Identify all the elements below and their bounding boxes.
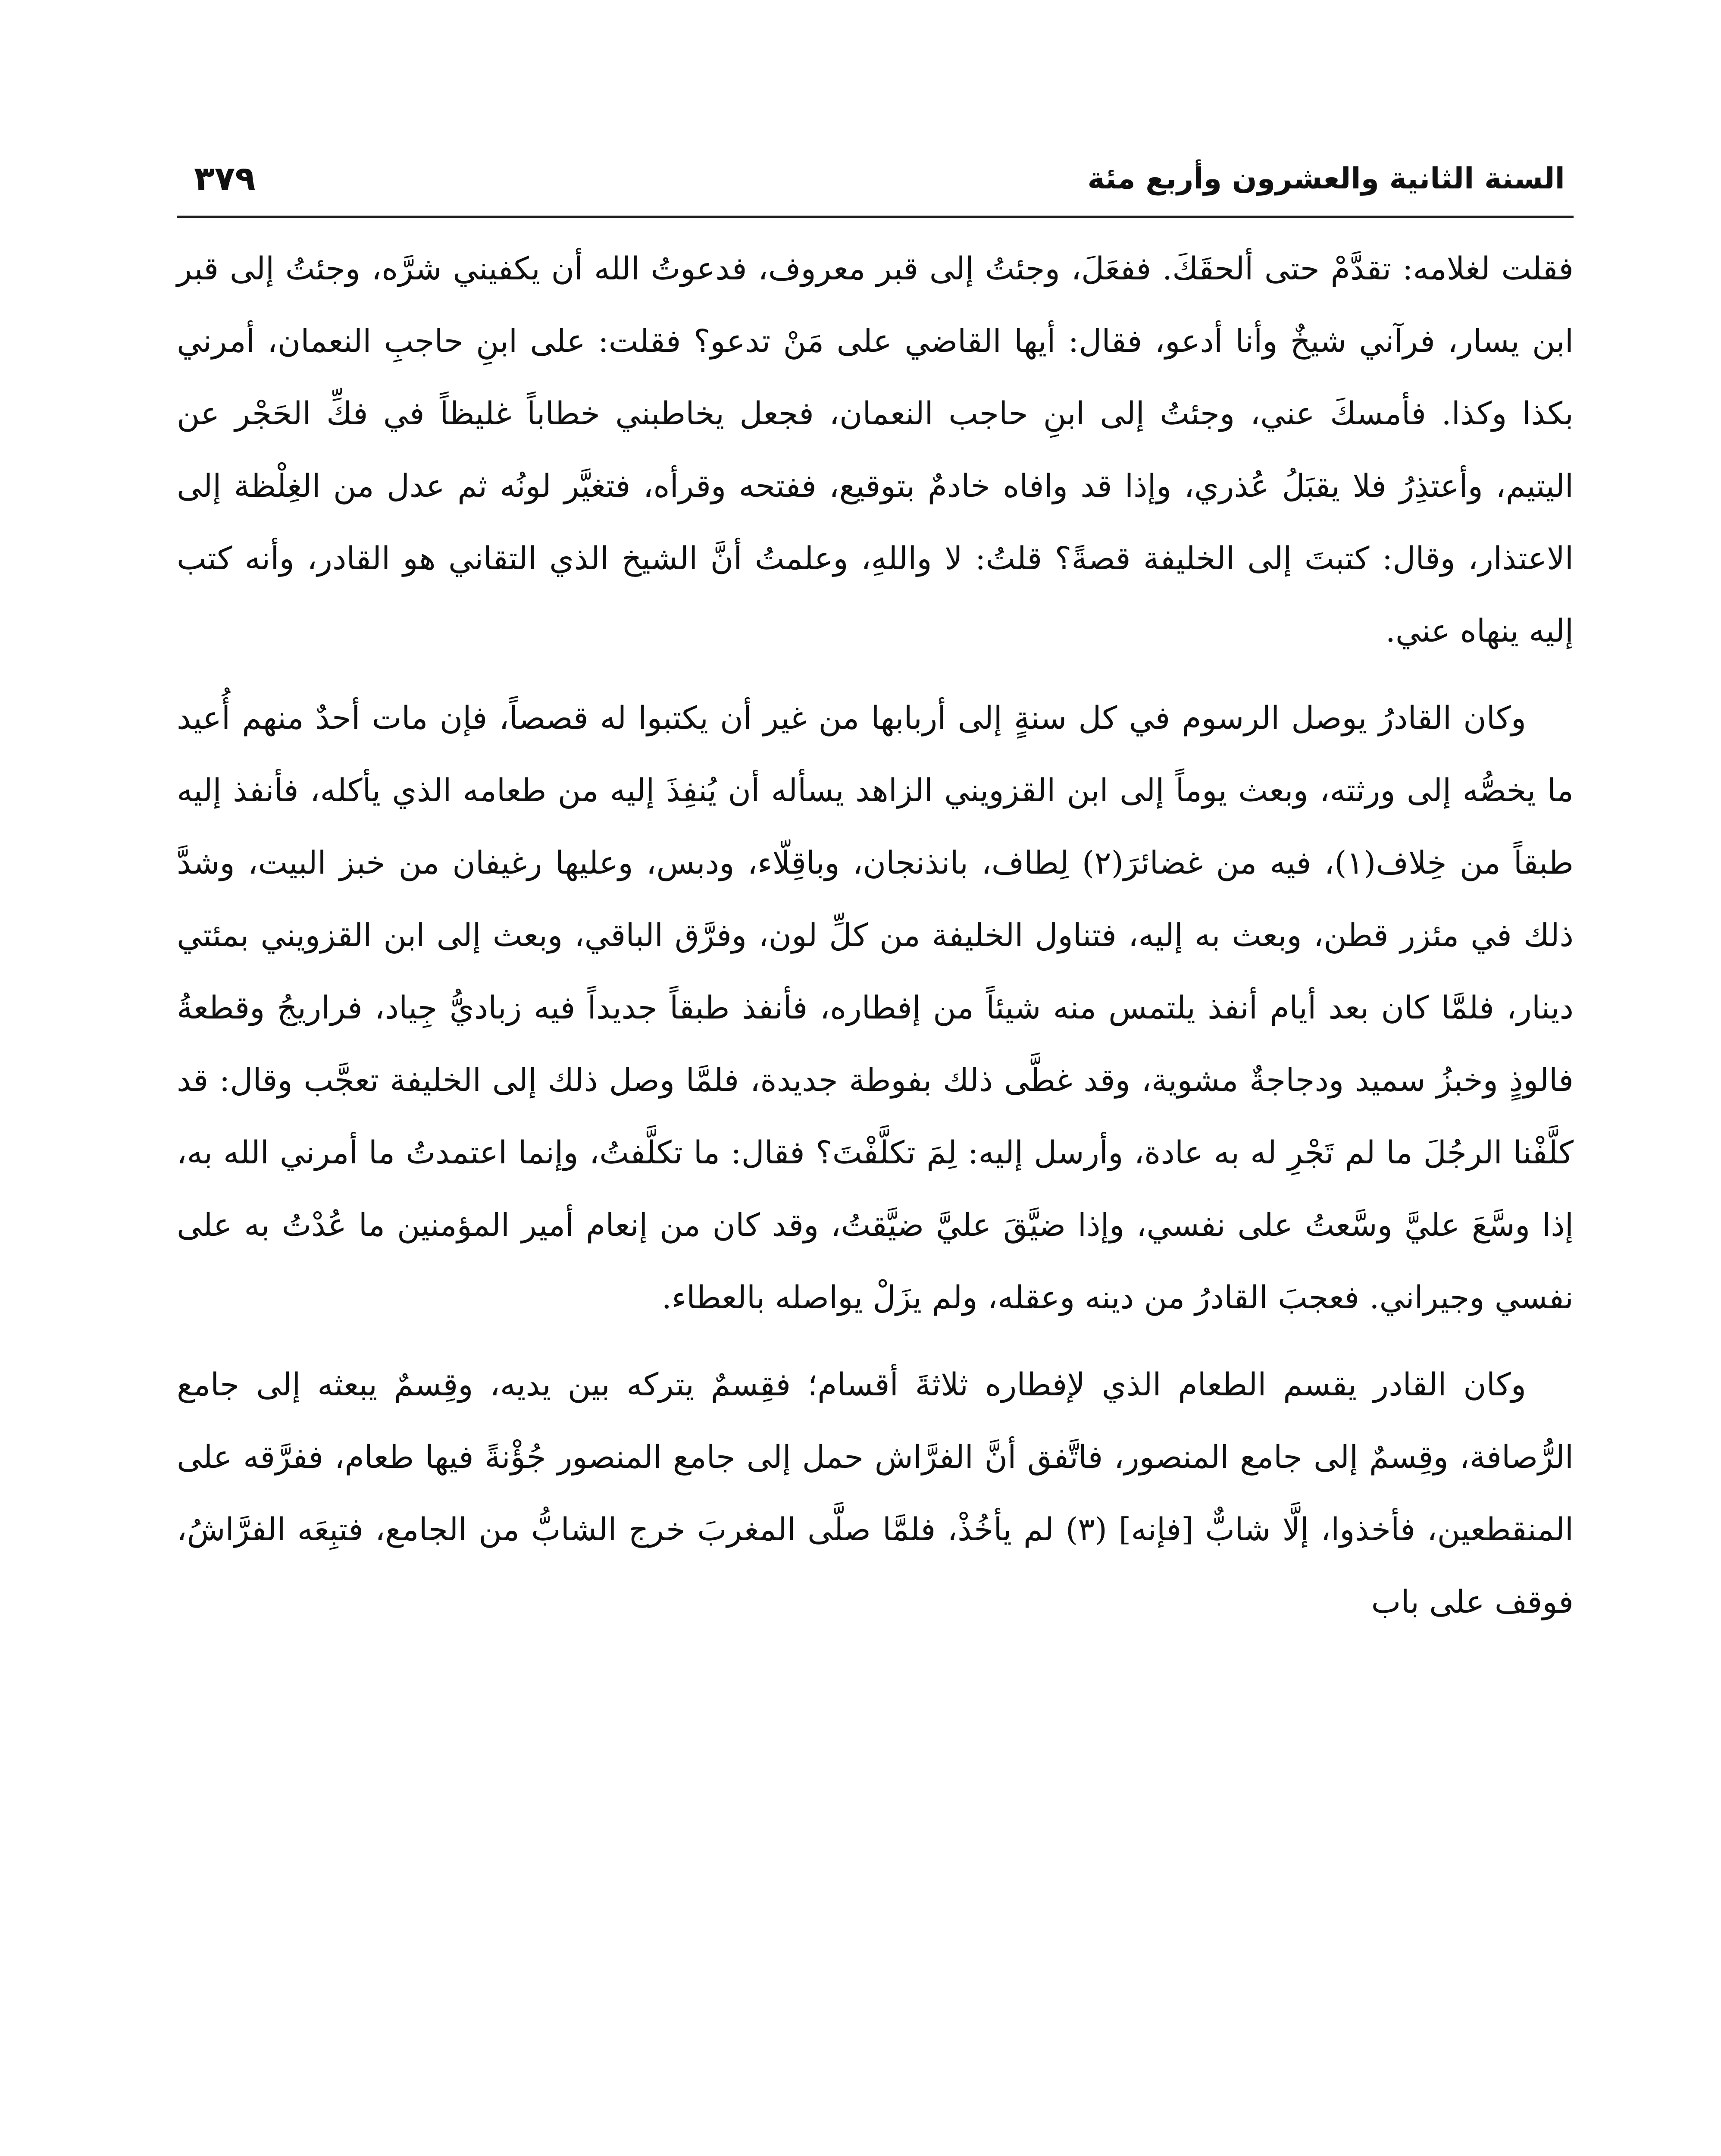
paragraph-2: وكان القادرُ يوصل الرسوم في كل سنةٍ إلى أربابها من غير أن يكتبوا له قصصاً، فإن مات أحدٌ منهم أُعيد ما يخصُّه إلى ورثته، وبعث يوماً إلى ابن القزويني الزاهد يسأله أن يُنفِذَ إليه من طعامه الذي يأكله، فأنفذ إليه طبقاً من خِلاف(١)، فيه من غضائرَ(٢) لِطاف، بانذنجان، وباقِلّاء، ودبس، وعليها رغيفان من خبز البيت، وشدَّ ذلك في مئزر قطن، وبعث به إليه، فتناول الخليفة من كلِّ لون، وفرَّق الباقي، وبعث إلى ابن القزويني بمئتي دينار، فلمَّا كان بعد أيام أنفذ يلتمس منه شيئاً من إفطاره، فأنفذ طبقاً جديداً فيه زباديُّ جِياد، فراريجُ وقطعةُ فالوذٍ وخبزُ سميد ودجاجةٌ مشوية، وقد غطَّى ذلك بفوطة جديدة، فلمَّا وصل ذلك إلى الخليفة تعجَّب وقال: قد كلَّفْنا الرجُلَ ما لم تَجْرِ له به عادة، وأرسل إليه: لِمَ تكلَّفْتَ؟ فقال: ما تكلَّفتُ، وإنما اعتمدتُ ما أمرني الله به، إذا وسَّعَ عليَّ وسَّعتُ على نفسي، وإذا ضيَّقَ عليَّ ضيَّقتُ، وقد كان من إنعام أمير المؤمنين ما عُدْتُ به على نفسي وجيراني. فعجبَ القادرُ من دينه وعقله، ولم يزَلْ يواصله بالعطاء. bbox=[177, 700, 1574, 1316]
page-header bbox=[181, 155, 1565, 211]
paragraph-3: وكان القادر يقسم الطعام الذي لإفطاره ثلاثةَ أقسام؛ فقِسمٌ يتركه بين يديه، وقِسمٌ يبعثه إلى جامع الرُّصافة، وقِسمٌ إلى جامع المنصور، فاتَّفق أنَّ الفرَّاش حمل إلى جامع المنصور جُؤْنةً فيها طعام، ففرَّقه على المنقطعين، فأخذوا، إلَّا شابٌّ [فإنه] (٣) لم يأخُذْ، فلمَّا صلَّى المغربَ خرج الشابُّ من الجامع، فتبِعَه الفرَّاشُ، فوقف على باب bbox=[177, 1366, 1574, 1620]
running-title: السنة الثانية والعشرون وأربع مئة bbox=[1087, 162, 1565, 196]
main-text bbox=[177, 233, 1574, 1639]
paragraph-1: فقلت لغلامه: تقدَّمْ حتى ألحقَكَ. ففعَلَ، وجئتُ إلى قبر معروف، فدعوتُ الله أن يكفيني شرَّه، وجئتُ إلى قبر ابن يسار، فرآني شيخٌ وأنا أدعو، فقال: أيها القاضي على مَنْ تدعو؟ فقلت: على ابنِ حاجبِ النعمان، أمرني بكذا وكذا. فأمسكَ عني، وجئتُ إلى ابنِ حاجب النعمان، فجعل يخاطبني خطاباً غليظاً في فكِّ الحَجْر عن اليتيم، وأعتذِرُ فلا يقبَلُ عُذري، وإذا قد وافاه خادمٌ بتوقيع، ففتحه وقرأه، فتغيَّر لونُه ثم عدل من الغِلْظة إلى الاعتذار، وقال: كتبتَ إلى الخليفة قصةً؟ قلتُ: لا واللهِ، وعلمتُ أنَّ الشيخ الذي التقاني هو القادر، وأنه كتب إليه ينهاه عني. bbox=[177, 251, 1574, 649]
page-number: ٣٧٩ bbox=[194, 160, 256, 198]
header-divider bbox=[177, 216, 1574, 218]
